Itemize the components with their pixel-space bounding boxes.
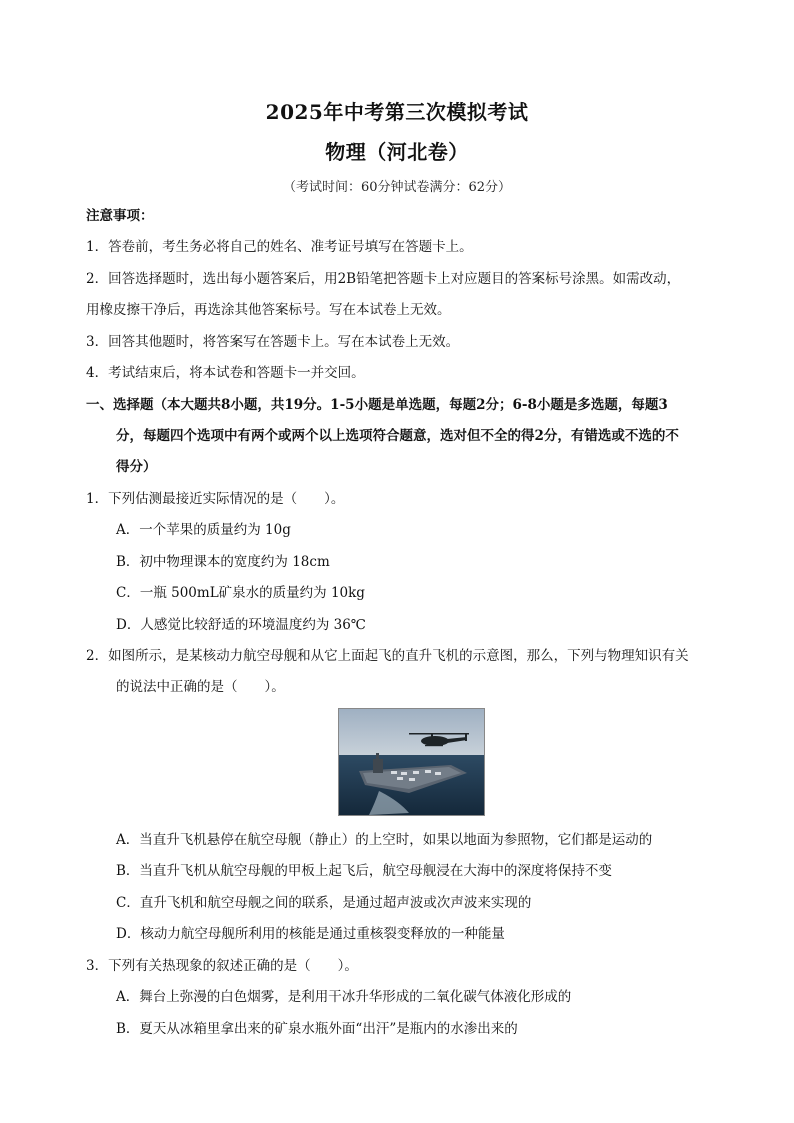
q1-stem: 1．下列估测最接近实际情况的是（ ）。 — [86, 491, 345, 507]
q1-option-c: C．一瓶 500mL矿泉水的质量约为 10kg — [116, 585, 365, 601]
q2-option-a: A．当直升飞机悬停在航空母舰（静止）的上空时，如果以地面为参照物，它们都是运动的 — [116, 832, 653, 848]
q2-option-d: D．核动力航空母舰所利用的核能是通过重核裂变释放的一种能量 — [116, 926, 505, 942]
carrier-helicopter-photo — [338, 708, 485, 816]
note-item-2-cont: 用橡皮擦干净后，再选涂其他答案标号。写在本试卷上无效。 — [86, 302, 451, 318]
q3-stem: 3．下列有关热现象的叙述正确的是（ ）。 — [86, 958, 358, 974]
q3-option-a: A．舞台上弥漫的白色烟雾，是利用干冰升华形成的二氧化碳气体液化形成的 — [116, 989, 572, 1005]
note-item-4: 4．考试结束后，将本试卷和答题卡一并交回。 — [86, 365, 365, 381]
q2-option-b: B．当直升飞机从航空母舰的甲板上起飞后，航空母舰浸在大海中的深度将保持不变 — [116, 863, 612, 879]
q2-option-c: C．直升飞机和航空母舰之间的联系，是通过超声波或次声波来实现的 — [116, 895, 532, 911]
q1-option-d: D．人感觉比较舒适的环境温度约为 36℃ — [116, 617, 366, 633]
q2-stem-cont: 的说法中正确的是（ ）。 — [116, 679, 285, 695]
notes-heading: 注意事项： — [86, 208, 154, 224]
exam-subject: 物理（河北卷） — [325, 140, 469, 164]
section1-heading: 一、选择题（本大题共8小题，共19分。1-5小题是单选题，每题2分；6-8小题是多选题，每题3 — [86, 397, 668, 413]
note-item-2: 2．回答选择题时，选出每小题答案后，用2B铅笔把答题卡上对应题目的答案标号涂黑。如需改动， — [86, 271, 681, 287]
q1-option-b: B．初中物理课本的宽度约为 18cm — [116, 554, 330, 570]
section1-heading-cont2: 得分） — [116, 459, 157, 475]
note-item-3: 3．回答其他题时，将答案写在答题卡上。写在本试卷上无效。 — [86, 334, 460, 350]
q3-option-b: B．夏天从冰箱里拿出来的矿泉水瓶外面“出汗”是瓶内的水渗出来的 — [116, 1021, 518, 1037]
note-item-1: 1．答卷前，考生务必将自己的姓名、准考证号填写在答题卡上。 — [86, 239, 473, 255]
q1-option-a: A．一个苹果的质量约为 10g — [116, 522, 291, 538]
section1-heading-cont1: 分，每题四个选项中有两个或两个以上选项符合题意，选对但不全的得2分，有错选或不选的不 — [116, 428, 679, 444]
exam-info: （考试时间：60分钟试卷满分：62分） — [282, 180, 512, 195]
q2-stem: 2．如图所示，是某核动力航空母舰和从它上面起飞的直升飞机的示意图，那么，下列与物理知识有关 — [86, 648, 689, 664]
exam-title: 2025年中考第三次模拟考试 — [265, 100, 529, 124]
